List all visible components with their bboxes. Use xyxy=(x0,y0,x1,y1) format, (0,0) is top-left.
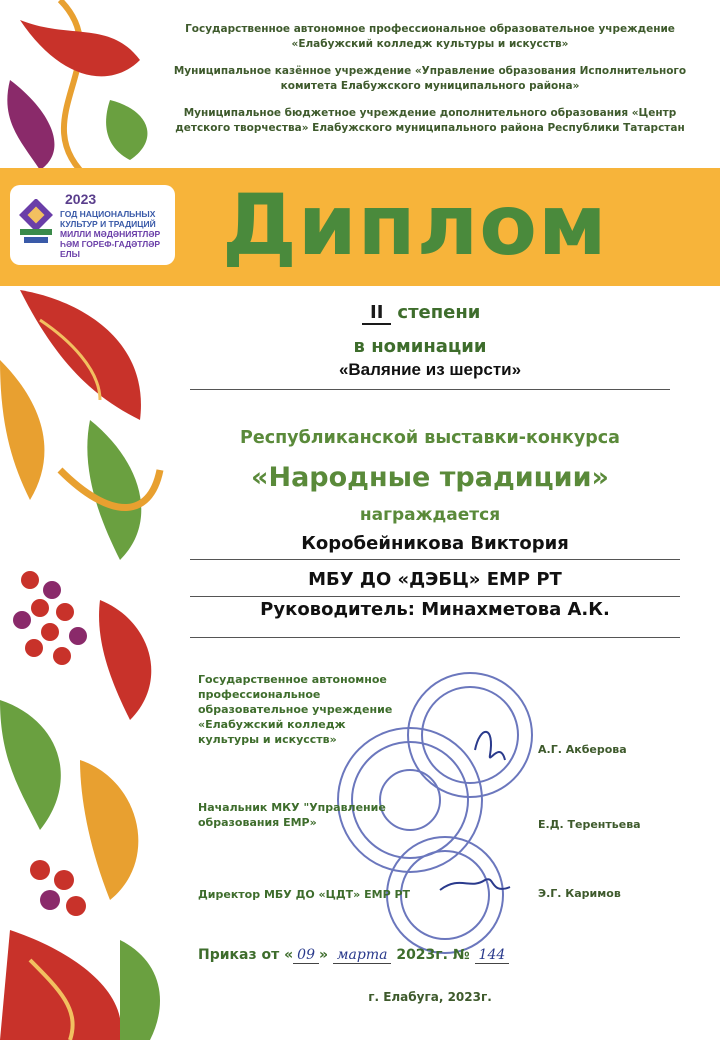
header-org-children-center: Муниципальное бюджетное учреждение дополнительного образования «Центр детского творчества» Елабужского муниципального района Республики Татарстан xyxy=(175,107,685,134)
city-year: г. Елабуга, 2023г. xyxy=(368,990,492,1004)
order-mid: » xyxy=(318,947,329,963)
contest-label: Республиканской выставки-конкурса xyxy=(240,428,620,448)
degree-line xyxy=(362,302,480,323)
degree-label: степени xyxy=(397,302,481,323)
awarded-label: награждается xyxy=(359,505,501,525)
order-number: 144 xyxy=(475,947,510,964)
header-org-education-department: Муниципальное казённое учреждение «Управление образования Исполнительного комитета Елабужского муниципального района» xyxy=(173,65,687,92)
diploma-title: Диплом xyxy=(222,176,608,274)
nomination-label: в номинации xyxy=(353,336,487,357)
divider xyxy=(190,559,680,560)
signature-position-center: Директор МБУ ДО «ЦДТ» ЕМР РТ xyxy=(198,888,411,901)
divider xyxy=(190,637,680,638)
floral-ornament xyxy=(0,0,170,1040)
year-logo xyxy=(10,185,175,265)
logo-line-2: КУЛЬТУР И ТРАДИЦИЙ xyxy=(60,219,156,229)
contest-name: «Народные традиции» xyxy=(251,462,609,493)
order-month: марта xyxy=(333,947,392,964)
supervisor-name: Руководитель: Минахметова А.К. xyxy=(260,599,610,620)
logo-line-4: ҺӘМ ГОРЕФ-ГАДӘТЛӘР ЕЛЫ xyxy=(60,239,161,259)
signature-name-terentyeva: Е.Д. Терентьева xyxy=(538,818,641,831)
logo-line-3: МИЛЛИ МӘДӘНИЯТЛӘР xyxy=(60,229,161,239)
signature-name-akberova: А.Г. Акберова xyxy=(538,743,627,756)
divider xyxy=(190,389,670,390)
logo-text xyxy=(60,209,175,259)
institution-name: МБУ ДО «ДЭБЦ» ЕМР РТ xyxy=(308,569,562,590)
signature-name-karimov: Э.Г. Каримов xyxy=(538,887,621,900)
order-year: 2023г. № xyxy=(396,947,470,963)
order-line xyxy=(198,947,509,963)
signature-position-college: Государственное автономное профессиональное образовательное учреждение «Елабужский колледж культуры и искусств» xyxy=(198,673,393,746)
order-prefix: Приказ от « xyxy=(198,947,294,963)
signature-position-education: Начальник МКУ "Управление образования ЕМР» xyxy=(198,801,386,829)
order-day: 09 xyxy=(293,947,319,964)
nomination-value: «Валяние из шерсти» xyxy=(338,360,522,379)
header-org-college: Государственное автономное профессиональное образовательное учреждение «Елабужский колледж культуры и искусств» xyxy=(185,23,675,50)
header-organizations xyxy=(170,22,690,148)
logo-line-1: ГОД НАЦИОНАЛЬНЫХ xyxy=(60,209,156,219)
degree-value: II xyxy=(362,302,391,325)
ornament-logo-icon xyxy=(16,199,56,249)
recipient-name: Коробейникова Виктория xyxy=(301,533,569,554)
logo-year: 2023 xyxy=(65,191,97,207)
divider xyxy=(190,596,680,597)
